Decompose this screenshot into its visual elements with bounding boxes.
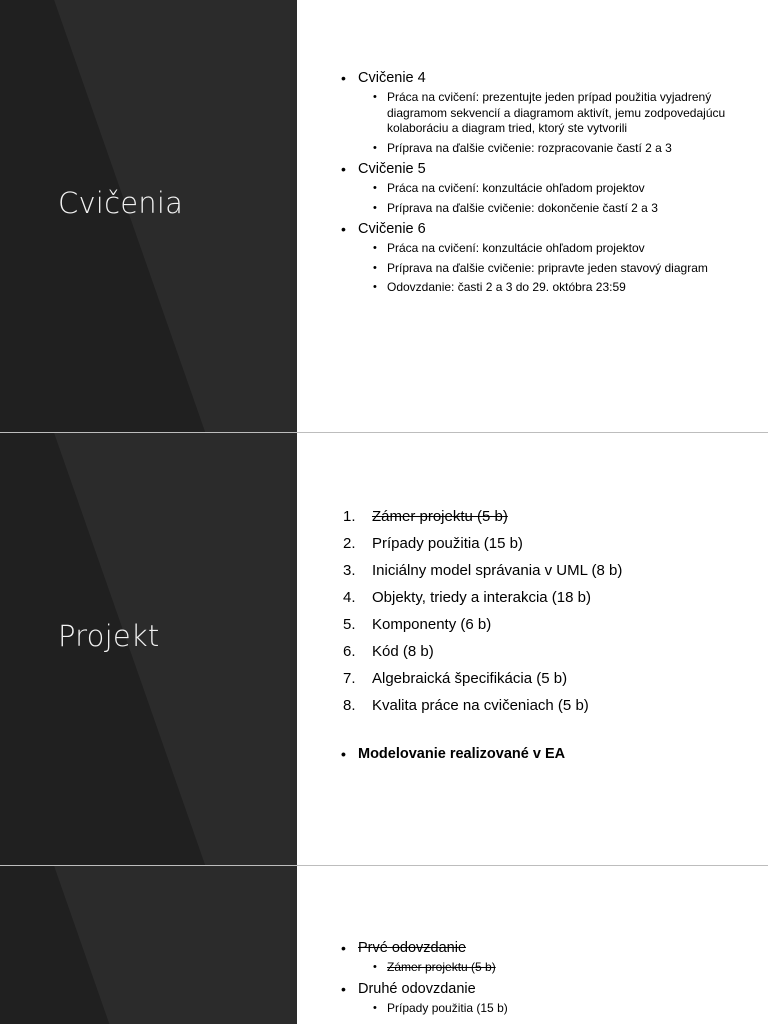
numbered-item	[340, 503, 748, 530]
numbered-item-text: Kvalita práce na cvičeniach (5 b)	[372, 697, 589, 714]
item-number: 3.	[343, 562, 356, 579]
slide-content	[340, 69, 748, 300]
slide-title: Cvičenia	[58, 186, 184, 220]
list-item-text: Druhé odovzdanie	[358, 980, 476, 997]
sub-item-text: Príprava na ďalšie cvičenie: rozpracovanie častí 2 a 3	[387, 140, 672, 155]
item-number: 2.	[343, 535, 356, 552]
title-panel	[0, 433, 297, 865]
sub-list	[358, 241, 748, 296]
bullet-list	[340, 939, 748, 1016]
numbered-item	[340, 584, 748, 611]
title-panel	[0, 0, 297, 432]
list-item	[340, 939, 748, 976]
list-item-text: Prvé odovzdanie	[358, 940, 467, 956]
sub-list-item	[358, 181, 748, 197]
list-item	[340, 69, 748, 156]
slide-title: Projekt	[58, 619, 160, 653]
bullet-icon: •	[341, 161, 346, 177]
sub-list-item	[358, 90, 748, 137]
numbered-item-text: Zámer projektu (5 b)	[372, 508, 508, 525]
bullet-icon: •	[341, 940, 346, 956]
list-item-text: Cvičenie 6	[358, 221, 426, 237]
sub-item-text: Práca na cvičení: konzultácie ohľadom projektov	[387, 241, 645, 255]
slide-content	[340, 939, 748, 1020]
bullet-icon: •	[373, 961, 377, 973]
sub-list-item	[358, 261, 748, 277]
numbered-item-text: Kód (8 b)	[372, 643, 434, 660]
title-panel	[0, 866, 297, 1024]
sub-list	[358, 1001, 748, 1017]
list-item	[340, 745, 748, 764]
sub-item-text: Zámer projektu (5 b)	[387, 960, 496, 974]
sub-list-item	[358, 960, 748, 976]
sub-list-item	[358, 241, 748, 257]
item-number: 7.	[343, 670, 356, 687]
sub-list-item	[358, 280, 748, 296]
sub-item-text: Odovzdanie: časti 2 a 3 do 29. októbra 23:59	[387, 280, 626, 294]
numbered-item-text: Algebraická špecifikácia (5 b)	[372, 670, 568, 687]
list-item-text: Modelovanie realizované v EA	[358, 746, 566, 762]
sub-item-text: Práca na cvičení: konzultácie ohľadom projektov	[387, 181, 645, 195]
slide-cvicenia	[0, 0, 768, 432]
item-number: 6.	[343, 643, 356, 660]
bullet-list	[340, 69, 748, 296]
numbered-item-text: Komponenty (6 b)	[372, 616, 492, 633]
list-item-text: Cvičenie 4	[358, 70, 426, 86]
bullet-icon: •	[373, 281, 377, 293]
numbered-item	[340, 530, 748, 557]
list-item	[340, 160, 748, 216]
bullet-icon: •	[373, 242, 377, 254]
list-item	[340, 220, 748, 296]
bullet-icon: •	[373, 91, 377, 103]
numbered-item	[340, 638, 748, 665]
numbered-list	[340, 503, 748, 719]
sub-list	[358, 181, 748, 216]
slide-content	[340, 503, 748, 768]
sub-list-item	[358, 141, 748, 157]
item-number: 5.	[343, 616, 356, 633]
sub-list	[358, 90, 748, 156]
slide-projekt	[0, 433, 768, 865]
numbered-item	[340, 692, 748, 719]
panel-background	[0, 866, 297, 1024]
numbered-item	[340, 557, 748, 584]
item-number: 4.	[343, 589, 356, 606]
list-item	[340, 980, 748, 1017]
bullet-icon: •	[341, 221, 346, 237]
bullet-icon: •	[341, 70, 346, 86]
bullet-icon: •	[373, 261, 377, 274]
bullet-icon: •	[341, 746, 346, 762]
bullet-icon: •	[373, 141, 377, 154]
bullet-icon: •	[373, 1001, 377, 1014]
numbered-item-text: Iniciálny model správania v UML (8 b)	[372, 562, 623, 579]
sub-item-text: Príprava na ďalšie cvičenie: dokončenie častí 2 a 3	[387, 200, 658, 215]
item-number: 1.	[343, 508, 356, 525]
bullet-icon: •	[373, 182, 377, 194]
bullet-list	[340, 745, 748, 764]
sub-item-text: Prípady použitia (15 b)	[387, 1000, 508, 1015]
numbered-item	[340, 665, 748, 692]
numbered-item-text: Prípady použitia (15 b)	[372, 535, 523, 552]
sub-list	[358, 960, 748, 976]
slide-odovzdanie	[0, 866, 768, 1024]
list-item-text: Cvičenie 5	[358, 161, 426, 177]
numbered-item-text: Objekty, triedy a interakcia (18 b)	[372, 589, 591, 606]
numbered-item	[340, 611, 748, 638]
sub-list-item	[358, 1001, 748, 1017]
sub-item-text: Práca na cvičení: prezentujte jeden prípad použitia vyjadrený diagramom sekvencií a diagramom aktivít, jemu zodpovedajúcu kolaboráciu a diagram tried, ktorý ste vytvorili	[387, 90, 726, 135]
item-number: 8.	[343, 697, 356, 714]
sub-item-text: Príprava na ďalšie cvičenie: pripravte jeden stavový diagram	[387, 260, 708, 275]
sub-list-item	[358, 201, 748, 217]
bullet-icon: •	[341, 980, 346, 997]
bullet-icon: •	[373, 201, 377, 214]
